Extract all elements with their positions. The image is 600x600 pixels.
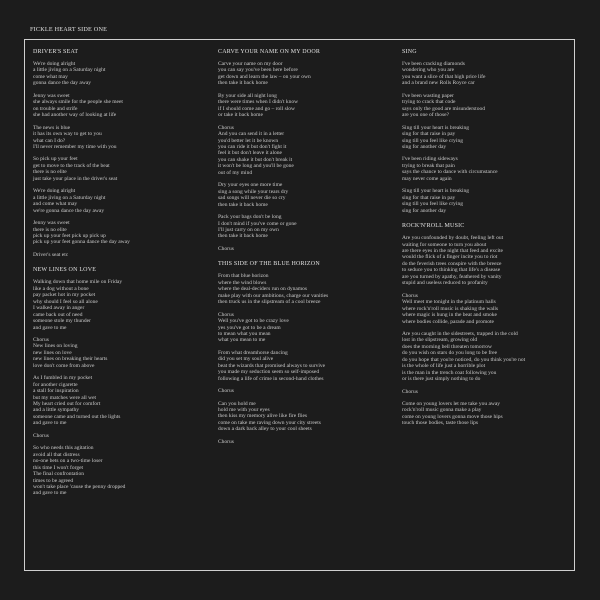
lyric-line: Chorus (402, 388, 418, 395)
lyric-line: then take it back home (218, 201, 268, 208)
lyric-line: you'd better let it be known (218, 137, 279, 144)
stanza (33, 252, 208, 258)
lyric-line: is the whole of life just a horrible plot (402, 363, 486, 370)
stanza (218, 273, 393, 305)
lyric-line: wondering who you are (402, 67, 455, 74)
song-block (218, 261, 393, 445)
lyric-line: Chorus (218, 438, 234, 445)
lyric-line: We're doing alright (33, 61, 76, 67)
lyric-line: trying to break that pain (402, 162, 455, 169)
side-heading: FICKLE HEART SIDE ONE (30, 26, 108, 33)
stanza (33, 125, 208, 151)
lyric-line: Dry your eyes one more time (218, 182, 283, 189)
lyric-line: are you one of those? (402, 112, 450, 119)
lyric-line: lost in the slipstream, growing old (402, 337, 478, 344)
lyric-line: sing till you feel like crying (402, 201, 463, 208)
stanza (218, 388, 393, 394)
song-title: SING (402, 49, 417, 55)
lyric-line: I walked away in anger (33, 305, 85, 312)
lyric-line: says the chance to dance with circumstance (402, 169, 498, 176)
lyric-line: new lines on love (33, 349, 72, 356)
stanza (402, 156, 577, 182)
lyric-line: Chorus (33, 336, 49, 343)
lyric-line: pick up your feet pick up pick up (33, 232, 106, 239)
lyric-line: I don't mind if you've come or gone (218, 220, 297, 227)
lyric-line: there is no elite (33, 226, 67, 233)
lyric-line: it won't be long and you'll be gone (218, 163, 294, 170)
lyric-line: there were times when I didn't know (218, 99, 299, 106)
lyric-line: does the morning bell threaten tomorrow (402, 343, 492, 350)
stanza (33, 156, 208, 182)
lyric-line: Chorus (218, 124, 234, 131)
song-block (218, 49, 393, 252)
lyric-line: then take it back home (218, 233, 268, 240)
lyric-line: Can you hold me (218, 400, 256, 407)
lyric-line: a little jiving on a Saturday night (33, 67, 106, 74)
stanza (218, 61, 393, 87)
lyric-line: Chorus (33, 432, 49, 439)
lyric-line: and gave to me (33, 420, 67, 427)
lyric-line: waiting for someone to turn you about (402, 241, 487, 248)
stanza (402, 93, 577, 119)
lyric-line: Chorus (218, 388, 234, 395)
lyric-line: to seduce you to thinking that life's a disease (402, 267, 501, 274)
lyric-line: gonna dance the day away (33, 80, 92, 87)
lyric-line: a little jiving on a Saturday night (33, 194, 106, 201)
lyric-line: what can I do? (33, 137, 66, 144)
lyric-line: out of my mind (218, 169, 253, 176)
stanza (218, 439, 393, 445)
lyric-line: sing for that raise in pay (402, 131, 456, 138)
lyric-line: come on young lovers gonna move those hips (402, 413, 503, 420)
stanza (218, 214, 393, 240)
lyric-line: come what may (33, 73, 68, 80)
stanza (402, 125, 577, 151)
lyric-line: where bodies collide, parade and promote (402, 318, 494, 325)
lyric-line: or is there just simply nothing to do (402, 376, 481, 383)
lyric-line: where rock'n'roll music is shaking the walls (402, 305, 499, 312)
stanza (402, 235, 577, 287)
lyric-line: Are you caught in the sidestreets, trapped in the cold (402, 330, 518, 337)
lyric-line: Well meet me tonight in the platinum halls (402, 299, 496, 306)
lyric-line: trying to crack that code (402, 99, 456, 106)
lyric-line: hold me with your eyes (218, 407, 270, 414)
stanza (402, 188, 577, 214)
lyric-line: pick up your feet gonna dance the day away (33, 239, 130, 246)
lyric-line: new lines on breaking their hearts (33, 356, 108, 363)
lyric-line: we're gonna dance the day away (33, 207, 105, 214)
song-block (402, 49, 577, 214)
lyric-line: you can ride it but don't fight it (218, 143, 287, 150)
lyric-line: Chorus (218, 311, 234, 318)
lyric-line: love don't come from above (33, 362, 95, 369)
lyric-line: I've been wasting paper (402, 92, 454, 99)
lyric-line: get down and learn the law – on your own (218, 73, 311, 80)
lyric-line: By your side all night long (218, 92, 277, 99)
lyric-line: make play with our ambitions, charge our vanities (218, 292, 329, 299)
lyric-line: I've been riding sideways (402, 156, 458, 163)
lyric-line: sad songs will never die so cry (218, 195, 286, 202)
lyric-line: like a dog without a bone (33, 285, 89, 292)
stanza (33, 337, 208, 369)
lyric-line: and come what may (33, 201, 78, 208)
stanza (402, 401, 577, 427)
lyric-line: following a life of crime in second-hand clothes (218, 375, 324, 382)
lyric-line: if I should come and go – roll slow (218, 105, 295, 112)
lyric-line: you want a slice of that high price life (402, 73, 486, 80)
lyric-line: to mean what you mean (218, 330, 271, 337)
stanza (402, 61, 577, 87)
lyric-line: sing for that raise in pay (402, 194, 456, 201)
song-title: THIS SIDE OF THE BLUE HORIZON (218, 261, 320, 268)
lyric-line: where the deal-deciders run on dynamos (218, 286, 308, 293)
stanza (402, 331, 577, 383)
lyric-line: she had another way of looking at life (33, 112, 117, 119)
lyric-line: for another cigarette (33, 381, 78, 388)
lyric-line: someone came and turned out the lights (33, 413, 121, 420)
lyric-line: won't take place 'cause the penny dropped (33, 484, 126, 491)
stanza (218, 401, 393, 433)
lyric-line: someone stole my thunder (33, 318, 91, 325)
lyric-line: sing a song while your tears dry (218, 188, 289, 195)
lyric-line: where magic is hung in the beat and smoke (402, 312, 498, 319)
stanza (218, 312, 393, 344)
stanza (33, 188, 208, 214)
song-title: NEW LINES ON LOVE (33, 267, 97, 274)
lyric-line: what you mean to me (218, 337, 266, 344)
lyric-line: feel it but don't leave it alone (218, 150, 282, 157)
lyric-line: get to move to the track of the beat (33, 162, 110, 169)
lyric-line: no-one bets on a two-time loser (33, 458, 103, 465)
stanza (218, 93, 393, 119)
lyric-line: then truck us in the slipstream of a cool breeze (218, 299, 321, 306)
stanza (33, 279, 208, 331)
lyric-line: down a dark back alley to your cool sheets (218, 426, 312, 433)
lyric-line: Jenny was sweet (33, 92, 70, 99)
song-title: DRIVER'S SEAT (33, 49, 79, 55)
lyric-line: Come on young lovers let me take you away (402, 401, 501, 408)
lyric-line: Sing till your heart is breaking (402, 188, 470, 195)
lyric-line: times to be agreed (33, 477, 74, 484)
lyric-line: would the flick of a finger incite you to riot (402, 254, 498, 261)
lyric-line: is the man in the trench coat following you (402, 369, 497, 376)
lyric-line: then take it back home (218, 80, 268, 87)
lyric-line: The final confrontation (33, 471, 85, 478)
lyric-line: come on take me raving down your city streets (218, 419, 321, 426)
stanza (33, 375, 208, 427)
song-block (33, 267, 208, 497)
lyric-line: are you turned by apathy, feathered by vanity (402, 273, 502, 280)
lyric-line: So pick up your feet (33, 156, 78, 163)
song-title: ROCK'N'ROLL MUSIC (402, 223, 465, 230)
lyrics-column-3 (402, 49, 577, 436)
lyric-line: just take your place in the driver's seat (33, 175, 118, 182)
lyric-line: and a brand new Rolls Royce car (402, 80, 475, 87)
lyric-line: And you can send it in a letter (218, 131, 285, 138)
lyric-line: she always smile for the people she meet (33, 99, 123, 106)
lyric-line: where the wind blows (218, 279, 267, 286)
stanza (33, 433, 208, 439)
lyric-line: I've been cracking diamonds (402, 61, 465, 67)
lyric-line: do you wish on stars do you long to be free (402, 350, 498, 357)
lyric-line: did you set my soul alive (218, 356, 274, 363)
lyric-line: Carve your name on my door (218, 61, 283, 67)
lyric-line: or take it back home (218, 112, 263, 119)
lyric-line: yes you've got to be a dream (218, 324, 281, 331)
lyric-line: Driver's seat etc (33, 251, 69, 258)
lyric-line: Are you confounded by doubt, feeling left out (402, 235, 504, 242)
lyric-line: there is no elite (33, 169, 67, 176)
song-block (402, 223, 577, 427)
stanza (402, 293, 577, 325)
lyric-line: touch those bodies, taste those lips (402, 420, 479, 427)
lyric-line: From what dreamhorse dancing (218, 349, 288, 356)
stanza (33, 445, 208, 497)
stanza (218, 350, 393, 382)
lyric-line: avoid all that distress (33, 451, 80, 458)
stanza (218, 125, 393, 177)
lyric-line: From that blue horizon (218, 273, 269, 280)
stanza (33, 220, 208, 246)
lyric-line: on trouble and strife (33, 105, 78, 112)
lyric-line: and a little sympathy (33, 407, 79, 414)
lyric-line: New lines on loving (33, 343, 78, 350)
lyric-line: a stall for inspiration (33, 388, 79, 395)
lyric-line: My heart cried out for comfort (33, 401, 101, 408)
stanza (218, 246, 393, 252)
lyric-line: you can say you've been here before (218, 67, 298, 74)
lyric-line: do you hope that you're noticed, do you think you're not (402, 356, 526, 363)
lyric-line: pay packet hot in my pocket (33, 292, 96, 299)
lyric-line: Pack your bags don't be long (218, 214, 282, 221)
lyric-line: We're doing alright (33, 188, 76, 195)
lyrics-column-1 (33, 49, 208, 506)
lyric-line: you can shake it but don't break it (218, 156, 293, 163)
lyric-line: Chorus (218, 245, 234, 252)
lyric-line: beat the wizards that promised always to survive (218, 362, 326, 369)
lyric-line: came back out of need (33, 311, 83, 318)
lyric-line: sing till you feel like crying (402, 137, 463, 144)
lyric-line: As I fumbled in my pocket (33, 375, 93, 382)
lyric-line: then kiss my memory alive like fire flies (218, 413, 308, 420)
lyric-line: Sing till your heart is breaking (402, 124, 470, 131)
lyric-line: why should I feel so all alone (33, 298, 98, 305)
lyric-line: Walking down that home mile on Friday (33, 279, 123, 286)
lyric-line: and gave to me (33, 490, 67, 497)
lyric-line: says only the good are misunderstood (402, 105, 485, 112)
lyric-line: do the feverish trees conspire with the breeze (402, 260, 502, 267)
lyric-line: it has its own way to get to you (33, 131, 102, 138)
stanza (402, 389, 577, 395)
lyric-line: Well you've got to be crazy love (218, 318, 289, 325)
lyric-line: are there eyes in the night that feed and excite (402, 247, 503, 254)
lyric-line: Chorus (402, 292, 418, 299)
lyric-line: stupid and useless reduced to profanity (402, 280, 488, 287)
lyric-line: I'll never remember my time with you (33, 143, 117, 150)
lyric-line: and gave to me (33, 324, 67, 331)
song-block (33, 49, 208, 258)
lyric-line: this time I won't forget (33, 464, 84, 471)
lyric-line: rock'n'roll music gonna make a play (402, 407, 482, 414)
stanza (33, 61, 208, 87)
lyric-line: The news is blue (33, 124, 71, 131)
stanza (33, 93, 208, 119)
lyrics-column-2 (218, 49, 393, 454)
lyric-line: I'll just carry on on my own (218, 226, 279, 233)
lyric-line: but my matches were all wet (33, 394, 97, 401)
lyric-line: may never come again (402, 175, 452, 182)
lyric-line: you made my seduction seem so self-imposed (218, 369, 320, 376)
lyric-line: sing for another day (402, 143, 447, 150)
lyric-line: Jenny was sweet (33, 220, 70, 227)
song-title: CARVE YOUR NAME ON MY DOOR (218, 49, 321, 55)
lyric-line: So who needs this agitation (33, 445, 94, 452)
lyric-line: sing for another day (402, 207, 447, 214)
stanza (218, 182, 393, 208)
